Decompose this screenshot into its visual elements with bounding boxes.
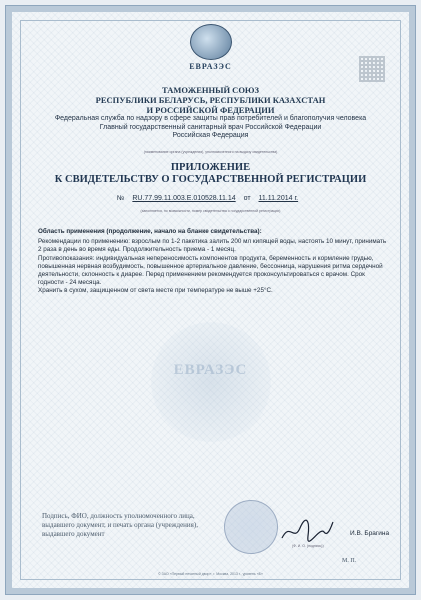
registration-number: RU.77.99.11.003.E.010528.11.14 bbox=[132, 195, 236, 202]
signature-caption: (Ф. И. О. (подпись)) bbox=[292, 544, 324, 548]
signature-instructions: Подпись, ФИО, должность уполномоченного лица, выдавшего документ, и печать органа (учреждения), выдавшего документ bbox=[42, 512, 198, 538]
union-title-line: И РОССИЙСКОЙ ФЕДЕРАЦИИ bbox=[146, 105, 275, 115]
body-paragraph: Рекомендации по применению: взрослым по 1-2 пакетика залить 200 мл кипящей воды, настоять 10 минут, принимать 2 раза в день во время еды. Продолжительность приема - 1 месяц. bbox=[38, 238, 387, 254]
body-paragraph: Противопоказания: индивидуальная непереносимость компонентов продукта, беременность и кормление грудью, повышенная нервная возбудимость, повышенное артериальное давление, бессонница, нарушения ритма сердечной деятельности, склонность к диарее. Перед применением рекомендуется проконсультироваться с врачом. Срок годности - 24 месяца. bbox=[38, 254, 383, 287]
eurasec-watermark bbox=[151, 322, 271, 442]
handwritten-signature bbox=[280, 518, 335, 544]
document-title bbox=[12, 162, 409, 186]
qr-code-icon bbox=[359, 56, 385, 82]
emblem-text: ЕВРАЗЭС bbox=[189, 62, 232, 71]
registration-row bbox=[12, 195, 409, 202]
body-text bbox=[38, 228, 387, 296]
printer-footer: © ЗАО «Первый печатный двор», г. Москва, 2013 г., уровень «Б» bbox=[158, 572, 263, 576]
number-label: № bbox=[116, 195, 125, 202]
signer-name: И.В. Брагина bbox=[350, 530, 390, 537]
body-paragraph: Хранить в сухом, защищенном от света месте при температуре не выше +25°С. bbox=[38, 287, 273, 295]
title-line: ПРИЛОЖЕНИЕ bbox=[170, 162, 251, 173]
agency-line: Федеральная служба по надзору в сфере защиты прав потребителей и благополучия человека bbox=[54, 115, 367, 122]
authority-caption: (наименование органа (учреждения), уполномоченного на выдачу свидетельства) bbox=[143, 150, 278, 154]
agency-line: Российская Федерация bbox=[172, 132, 249, 139]
date-label: от bbox=[243, 195, 251, 202]
union-title-line: ТАМОЖЕННЫЙ СОЮЗ bbox=[162, 85, 259, 95]
union-title bbox=[12, 85, 409, 115]
globe-icon bbox=[190, 24, 232, 60]
number-caption: (заполняется, по возможности, номер свидетельства о государственной регистрации) bbox=[140, 209, 281, 213]
agency-block bbox=[12, 115, 409, 141]
union-title-line: РЕСПУБЛИКИ БЕЛАРУСЬ, РЕСПУБЛИКИ КАЗАХСТАН bbox=[95, 95, 326, 105]
registration-date: 11.11.2014 г. bbox=[258, 195, 299, 202]
title-line: К СВИДЕТЕЛЬСТВУ О ГОСУДАРСТВЕННОЙ РЕГИСТРАЦИИ bbox=[54, 174, 367, 185]
official-seal-icon bbox=[224, 500, 278, 554]
eurasec-emblem bbox=[181, 24, 241, 80]
body-heading: Область применения (продолжение, начало на бланке свидетельства): bbox=[38, 228, 262, 235]
watermark-text: ЕВРАЗЭС bbox=[173, 362, 248, 378]
certificate-sheet bbox=[6, 6, 415, 594]
stamp-label: М. П. bbox=[342, 558, 357, 564]
agency-line: Главный государственный санитарный врач Российской Федерации bbox=[99, 123, 322, 131]
